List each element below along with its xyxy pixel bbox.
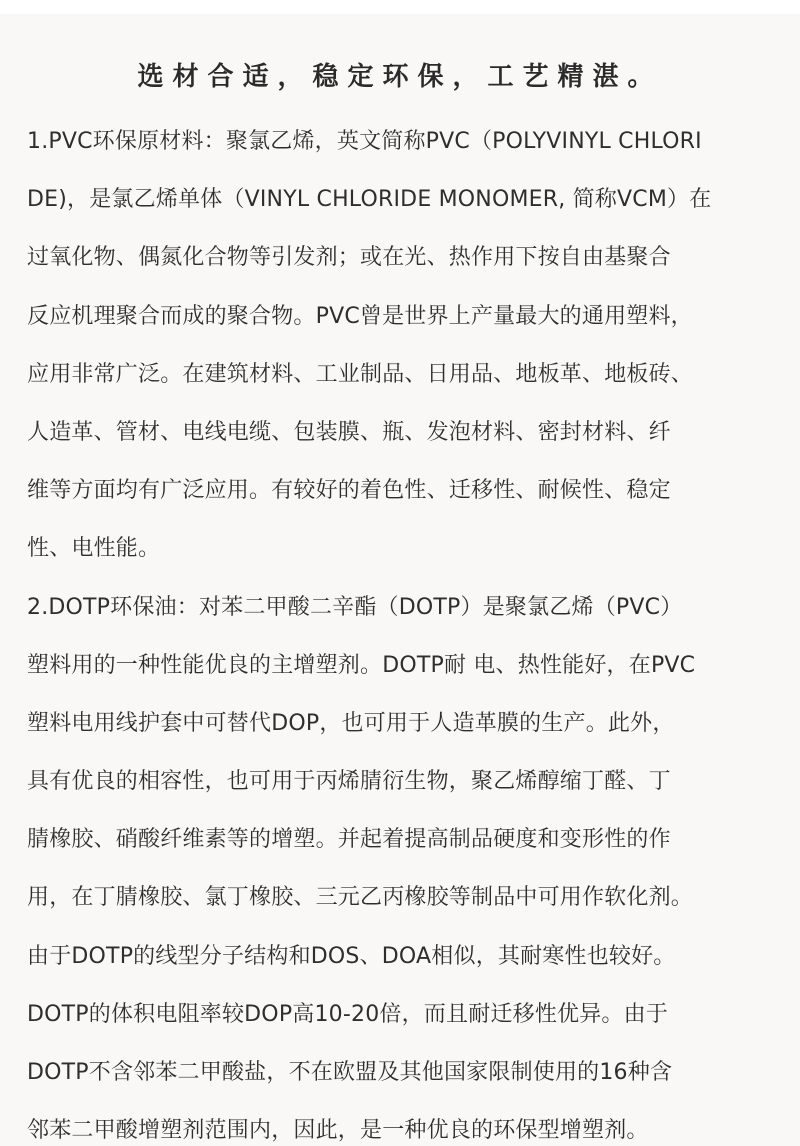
- text-line: 邻苯二甲酸增塑剂范围内，因此，是一种优良的环保型增塑剂。: [27, 1118, 649, 1144]
- text-line: 具有优良的相容性，也可用于丙烯腈衍生物，聚乙烯醇缩丁醛、丁: [27, 769, 671, 795]
- text-line: 1.PVC环保原材料：聚氯乙烯，英文简称PVC（POLYVINYL CHLORI: [27, 129, 702, 154]
- page-heading: 选材合适，稳定环保，工艺精湛。: [137, 62, 663, 92]
- text-line: 用，在丁腈橡胶、氯丁橡胶、三元乙丙橡胶等制品中可用作软化剂。: [27, 885, 694, 911]
- text-line: 由于DOTP的线型分子结构和DOS、DOA相似，其耐寒性也较好。: [27, 943, 676, 969]
- text-line: 过氧化物、偶氮化合物等引发剂；或在光、热作用下按自由基聚合: [27, 245, 671, 271]
- text-line: 性、电性能。: [27, 536, 161, 562]
- description-body: [27, 128, 797, 1146]
- text-line: 2.DOTP环保油：对苯二甲酸二辛酯（DOTP）是聚氯乙烯（PVC）: [27, 594, 683, 620]
- text-line: 腈橡胶、硝酸纤维素等的增塑。并起着提高制品硬度和变形性的作: [27, 827, 671, 853]
- text-line: DOTP不含邻苯二甲酸盐，不在欧盟及其他国家限制使用的16种含: [27, 1060, 673, 1085]
- text-line: DOTP的体积电阻率较DOP高10-20倍，而且耐迁移性优异。由于: [27, 1001, 669, 1027]
- text-line: 维等方面均有广泛应用。有较好的着色性、迁移性、耐候性、稳定: [27, 478, 671, 504]
- text-line: 塑料电用线护套中可替代DOP，也可用于人造革膜的生产。此外，: [27, 710, 675, 736]
- text-line: DE)，是氯乙烯单体（VINYL CHLORIDE MONOMER, 简称VCM）在: [27, 187, 712, 213]
- text-line: 人造革、管材、电线电缆、包装膜、瓶、发泡材料、密封材料、纤: [27, 419, 671, 445]
- text-line: 塑料用的一种性能优良的主增塑剂。DOTP耐 电、热性能好，在PVC: [27, 652, 696, 678]
- text-line: 应用非常广泛。在建筑材料、工业制品、日用品、地板革、地板砖、: [27, 361, 694, 387]
- text-line: 反应机理聚合而成的聚合物。PVC曾是世界上产量最大的通用塑料，: [27, 303, 693, 329]
